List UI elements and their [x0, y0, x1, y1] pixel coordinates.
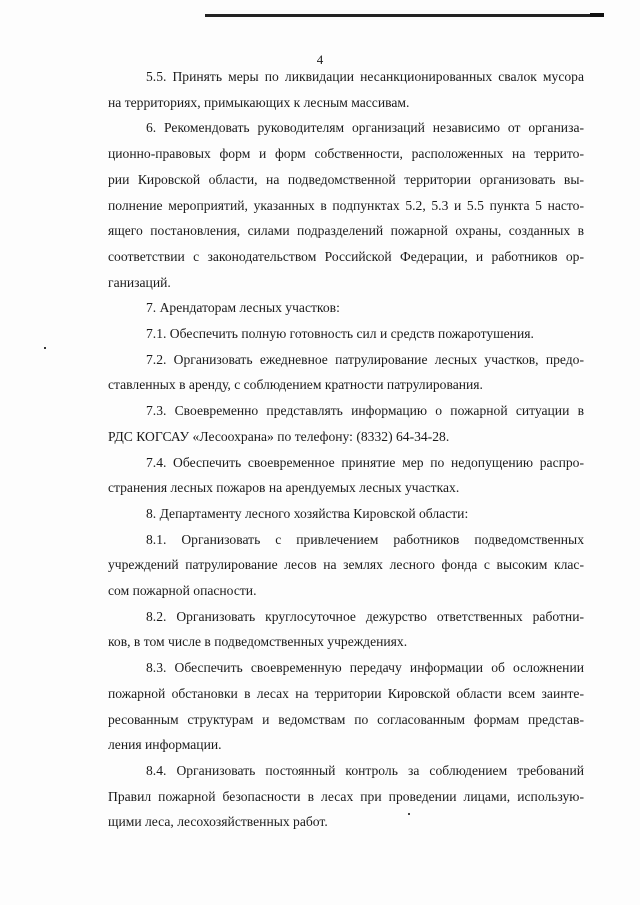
text-line: соответствии с законодательством Российской Федерации, и работников ор-	[108, 248, 584, 264]
paragraph-6	[108, 115, 584, 295]
text-line: ганизаций.	[108, 274, 171, 290]
text-line: ставленных в аренду, с соблюдением кратности патрулирования.	[108, 377, 483, 393]
text-line: 7.4. Обеспечить своевременное принятие мер по недопущению распро-	[146, 454, 584, 470]
text-line: Правил пожарной безопасности в лесах при проведении лицами, использую-	[108, 788, 584, 804]
text-line: щими леса, лесохозяйственных работ.	[108, 814, 328, 830]
page-number: 4	[316, 52, 324, 67]
text-line: 8.3. Обеспечить своевременную передачу информации об осложнении	[146, 660, 584, 676]
header-rule	[205, 14, 603, 17]
text-line: 8.4. Организовать постоянный контроль за соблюдением требований	[146, 762, 584, 778]
text-line: 8.2. Организовать круглосуточное дежурство ответственных работни-	[146, 608, 584, 624]
text-line: ков, в том числе в подведомственных учреждениях.	[108, 634, 408, 650]
paragraph-8-4	[108, 758, 584, 835]
text-line: 7.1. Обеспечить полную готовность сил и средств пожаротушения.	[146, 326, 534, 342]
text-line: 6. Рекомендовать руководителям организаций независимо от организа-	[146, 120, 584, 136]
text-line: пожарной обстановки в лесах на территории Кировской области всем заинте-	[108, 685, 584, 701]
text-line: 7. Арендаторам лесных участков:	[146, 300, 340, 316]
paragraph-5-5	[108, 64, 584, 115]
text-line: ящего постановления, силами подразделений пожарной охраны, созданных в	[108, 223, 584, 239]
text-line: ления информации.	[108, 737, 222, 753]
paragraph-7-4	[108, 450, 584, 501]
text-line: ционно-правовых форм и форм собственности, расположенных на террито-	[108, 146, 584, 162]
paragraph-8-3	[108, 655, 584, 758]
text-line: сом пожарной опасности.	[108, 583, 257, 599]
paragraph-8-1	[108, 527, 584, 604]
text-line: рии Кировской области, на подведомственной территории организовать вы-	[108, 171, 584, 187]
paragraph-7-1	[108, 321, 584, 347]
text-line: странения лесных пожаров на арендуемых лесных участках.	[108, 480, 460, 496]
text-line: учреждений патрулирование лесов на землях лесного фонда с высоким клас-	[108, 557, 584, 573]
text-line: 8.1. Организовать с привлечением работников подведомственных	[146, 531, 584, 547]
paragraph-8-2	[108, 604, 584, 655]
scan-speck	[44, 347, 46, 349]
paragraph-7	[108, 295, 584, 321]
document-body	[108, 64, 584, 835]
paragraph-7-2	[108, 347, 584, 398]
text-line: 7.2. Организовать ежедневное патрулирование лесных участков, предо-	[146, 351, 584, 367]
header-rule-end	[590, 13, 604, 17]
text-line: на территориях, примыкающих к лесным массивам.	[108, 94, 410, 110]
text-line: РДС КОГСАУ «Лесоохрана» по телефону: (8332) 64-34-28.	[108, 428, 450, 444]
text-line: ресованным структурам и ведомствам по согласованным формам представ-	[108, 711, 584, 727]
paragraph-7-3	[108, 398, 584, 449]
text-line: 5.5. Принять меры по ликвидации несанкционированных свалок мусора	[146, 69, 584, 84]
text-line: 7.3. Своевременно представлять информацию о пожарной ситуации в	[146, 403, 584, 419]
paragraph-8	[108, 501, 584, 527]
text-line: 8. Департаменту лесного хозяйства Кировской области:	[146, 505, 469, 521]
text-line: полнение мероприятий, указанных в подпунктах 5.2, 5.3 и 5.5 пункта 5 насто-	[108, 197, 584, 213]
